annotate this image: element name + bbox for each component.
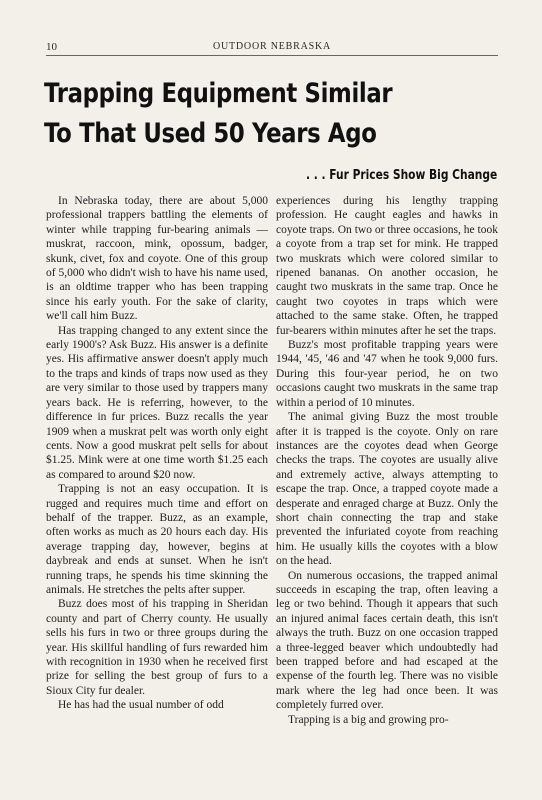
- header-rule: [46, 55, 498, 56]
- article-subhead: . . . Fur Prices Show Big Change: [305, 168, 497, 183]
- page-number: 10: [46, 41, 57, 53]
- paragraph: Trapping is a big and growing pro-: [288, 713, 449, 726]
- paragraph: Buzz's most profitable trapping years were 1944, '45, '46 and '47 when he took 9,000 furs. During this four-year period, he on two occasions caught two muskrats in the same trap within a period of 10 minutes.: [276, 339, 498, 409]
- paragraph: Buzz does most of his trapping in Sheridan county and part of Cherry county. He usually sells his furs in two or three groups during the year. His skillful handling of furs rewarded him with recognition in 1930 when he received first prize for selling the best group of furs to a Sioux City fur dealer.: [46, 598, 268, 697]
- running-header: [46, 41, 498, 55]
- paragraph: In Nebraska today, there are about 5,000 professional trappers battling the elements of winter while trapping fur-bearing animals — muskrat, raccoon, mink, opossum, badger, skunk, civet, fox and coyote. One of this group of 5,000 who didn't wish to have his name used, is an oldtime trapper who has been trapping since his early youth. For the sake of clarity, we'll call him Buzz.: [46, 195, 268, 323]
- paragraph: Trapping is not an easy occupation. It is rugged and requires much time and effort on behalf of the trapper. Buzz, as an example, often works as much as 20 hours each day. His average trapping day, however, begins at daybreak and ends at sunset. When he isn't running traps, he spends his time skinning the animals. He stretches the pelts after supper.: [46, 483, 268, 596]
- headline-line-2: To That Used 50 Years Ago: [44, 118, 377, 149]
- body-column-left: [46, 194, 268, 713]
- magazine-name: OUTDOOR NEBRASKA: [212, 41, 332, 52]
- paragraph: The animal giving Buzz the most trouble after it is trapped is the coyote. Only on rare instances are the coyotes dead when George checks the traps. The coyotes are usually alive and extremely active, always attempting to escape the trap. Once, a trapped coyote made a desperate and enraged charge at Buzz. Only the short chain connecting the trap and stake prevented the infuriated coyote from reaching him. He usually kills the coyotes with a blow on the head.: [276, 411, 498, 568]
- paragraph: He has had the usual number of odd: [58, 699, 224, 712]
- paragraph: experiences during his lengthy trapping profession. He caught eagles and hawks in coyote traps. On two or three occasions, he took a coyote from a trap set for mink. He trapped two muskrats which were colored similar to ripened bananas. On another occasion, he caught two muskrats in the same trap. Once he caught two coyotes in traps which were attached to the same stake. Often, he trapped fur-bearers within minutes after he set the traps.: [276, 195, 498, 337]
- paragraph: On numerous occasions, the trapped animal succeeds in escaping the trap, often leaving a leg or two behind. Though it appears that such an injured animal faces certain death, this isn't always the truth. Buzz on one occasion trapped a three-legged beaver which undoubtedly had been trapped before and had escaped at the expense of the fourth leg. There was no visible mark where the leg had once been. It was completely furred over.: [276, 569, 498, 712]
- article-headline: [44, 74, 440, 154]
- paragraph: Has trapping changed to any extent since the early 1900's? Ask Buzz. His answer is a definite yes. His affirmative answer doesn't apply much to the traps and kinds of traps now used as they are very similar to those used by trappers many years back. He is referring, however, to the difference in fur prices. Buzz recalls the year 1909 when a muskrat pelt was worth only eight cents. Now a good muskrat pelt sells for about $1.25. Mink were at one time worth $1.25 each as compared to around $20 now.: [46, 324, 268, 481]
- headline-line-1: Trapping Equipment Similar: [44, 78, 393, 109]
- body-column-right: [276, 194, 498, 727]
